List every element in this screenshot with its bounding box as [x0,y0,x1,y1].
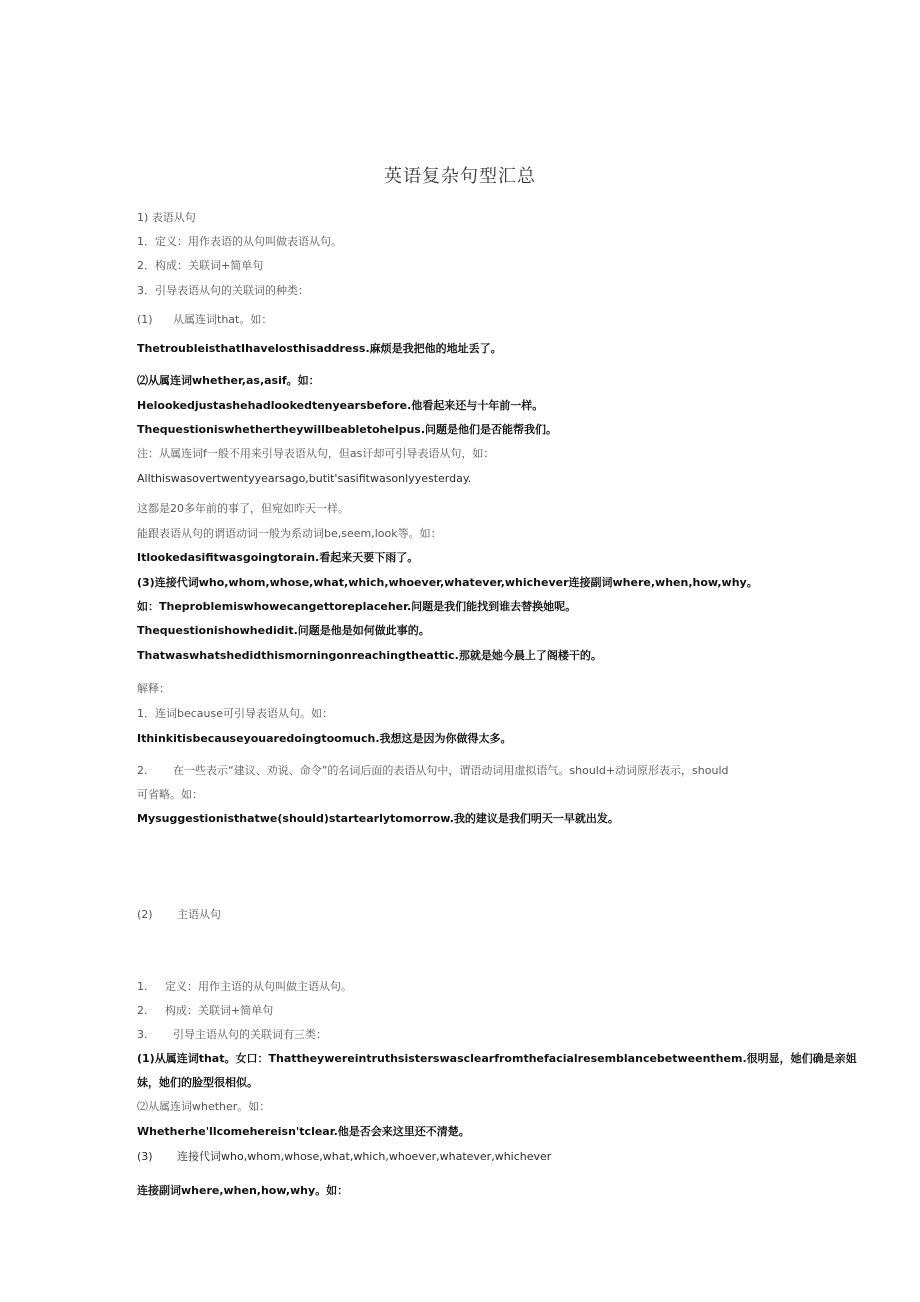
s2-structure [137,1003,787,1019]
s1-example-8: Thatwaswhatshedidthismorningonreachingtheattic.那就是她今晨上了阁楼干的。 [137,649,602,662]
s2-kind-3-continued: 连接副词where,when,how,why。如： [137,1184,349,1197]
s2-definition-num: 1. [137,980,148,993]
s1-example-5: Itlookedasifitwasgoingtorain.看起来天要下雨了。 [137,551,419,564]
s1-explanation-2-continued: 可省略。如： [137,788,203,801]
s1-example-7: Thequestionishowhedidit.问题是他是如何做此事的。 [137,624,430,637]
s1-example-3: Thequestioniswhethertheywillbeabletohelpus.问题是他们是否能帮我们。 [137,423,558,436]
s1-example-1: ThetroubleisthatIhavelosthisaddress.麻烦是我把他的地址丢了。 [137,342,502,355]
s2-kind-3-num: (3) [137,1150,153,1163]
section-2-heading [137,907,787,923]
s1-note: 注：从属连词f一般不用来引导表语从句，但as讦却可引导表语从句，如： [137,447,495,460]
s1-kind-1-text: 从属连词that。如： [173,313,273,326]
s1-example-4-translation: 这都是20多年前的事了，但宛如昨天一样。 [137,502,349,515]
s2-structure-num: 2. [137,1004,148,1017]
s2-kind-2: ⑵从属连词whether。如： [137,1100,271,1113]
s1-kind-2: ⑵从属连词whether,as,asif。如： [137,374,320,387]
s1-definition: 1．定义：用作表语的从句叫做表语从句。 [137,235,342,248]
s2-example-1: Whetherhe'llcomehereisn'tclear.他是否会来这里还不清楚。 [137,1125,470,1138]
s1-example-2: Helookedjustashehadlookedtenyearsbefore.他看起来还与十年前一样。 [137,399,544,412]
s1-kind-1-num: (1) [137,313,153,326]
s2-kinds [137,1027,787,1043]
s2-structure-text: 构成：关联词+简单句 [165,1004,274,1017]
s1-explanation-2-text: 在一些表示“建议、劝说、命令”的名词后面的表语从句中，谓语动词用虚拟语气。should+动词原形表示，should [173,764,729,777]
s2-kind-3 [137,1149,787,1165]
s2-kind-1-continued: 妹，她们的脸型很相似。 [137,1076,258,1089]
s1-explanation-heading: 解释： [137,682,170,695]
s1-example-6: 如：Theproblemiswhowecangettoreplaceher.问题是我们能找到谁去替换她呢。 [137,600,577,613]
s1-kinds: 3．引导表语从句的关联词的种类： [137,284,309,297]
s1-example-4: Allthiswasovertwentyyearsago,butit'sasifitwasonlyyesterday. [137,472,472,485]
section-2-num: (2) [137,908,153,921]
s1-example-10: Mysuggestionisthatwe(should)startearlytomorrow.我的建议是我们明天一早就出发。 [137,812,619,825]
s1-example-9: Ithinkitisbecauseyouaredoingtoomuch.我想这是因为你做得太多。 [137,732,512,745]
s2-kind-3-text: 连接代词who,whom,whose,what,which,whoever,whatever,whichever [177,1150,552,1163]
s2-kind-1: (1)从属连词that。女口：Thattheywereintruthsisterswasclearfromthefacialresemblancebetweenthem.很明显，她们确是亲姐 [137,1052,857,1065]
section-1-heading: 1) 表语从句 [137,211,196,224]
s2-kinds-num: 3. [137,1028,148,1041]
s2-definition [137,979,787,995]
s2-definition-text: 定义：用作主语的从句叫做主语从句。 [165,980,352,993]
document-title: 英语复杂句型汇总 [384,166,536,187]
s1-kind-3: (3)连接代词who,whom,whose,what,which,whoever,whatever,whichever连接副词where,when,how,why。 [137,576,758,589]
s1-explanation-2 [137,763,787,779]
s1-explanation-1: 1．连词because可引导表语从句。如： [137,707,334,720]
s1-linking-verbs: 能跟表语从句的谓语动词一般为系动词be,seem,look等。如： [137,527,442,540]
s1-explanation-2-num: 2. [137,764,148,777]
s2-kinds-text: 引导主语从句的关联词有三类： [173,1028,327,1041]
s1-structure: 2．构成：关联词+简单句 [137,259,264,272]
s1-kind-1 [137,312,787,328]
section-2-title: 主语从句 [177,908,221,921]
